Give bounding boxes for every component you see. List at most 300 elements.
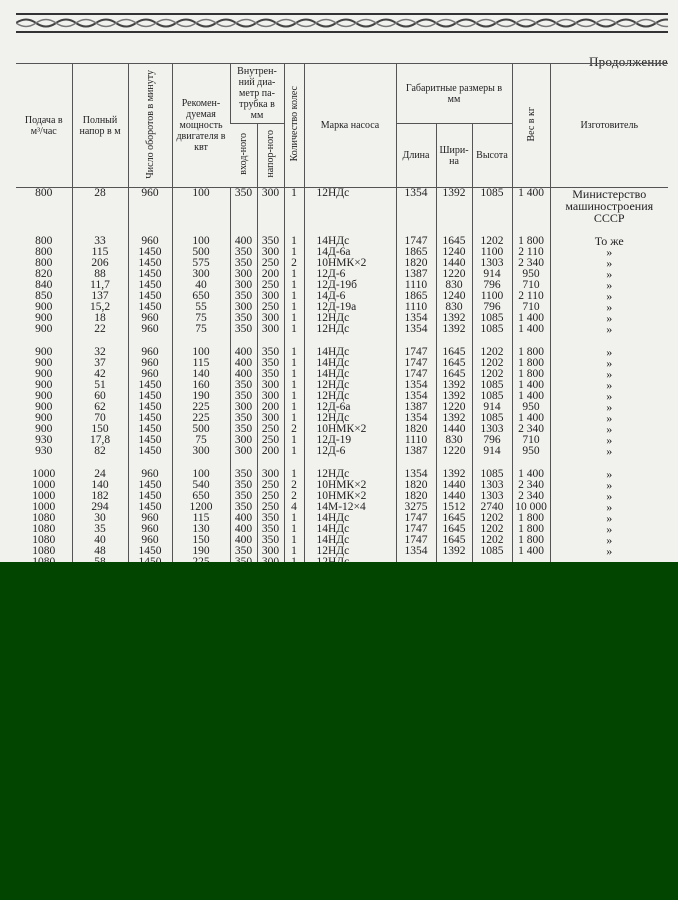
col-wheels-label: Количество колес xyxy=(288,86,300,162)
cell-weight: 1 400 xyxy=(512,313,550,324)
cell-weight: 710 xyxy=(512,302,550,313)
cell-length: 1354 xyxy=(396,391,436,402)
cell-flow: 900 xyxy=(35,412,53,424)
cell-maker: » xyxy=(550,469,668,480)
cell-inlet: 350 xyxy=(230,380,257,391)
cell-length: 3275 xyxy=(396,502,436,513)
cell-wheels: 1 xyxy=(284,524,304,535)
cell-brand: 12НДс xyxy=(304,413,396,424)
cell-weight: 710 xyxy=(512,280,550,291)
cell-flow: 900 xyxy=(35,301,53,313)
cell-weight: 2 340 xyxy=(512,258,550,269)
cell-width: 1440 xyxy=(436,491,472,502)
cell-width: 1645 xyxy=(436,347,472,358)
cell-head: 18 xyxy=(72,313,128,324)
cell-height: 796 xyxy=(472,435,512,446)
col-flow: Подача в м³/час xyxy=(16,64,72,188)
cell-rpm: 1450 xyxy=(128,480,172,491)
cell-brand: 14Д-6а xyxy=(304,247,396,258)
col-brand: Марка насоса xyxy=(304,64,396,188)
cell-height: 1085 xyxy=(472,469,512,480)
cell-weight: 2 110 xyxy=(512,291,550,302)
cell-rpm: 1450 xyxy=(128,258,172,269)
cell-rpm: 1450 xyxy=(128,247,172,258)
cell-width: 1392 xyxy=(436,324,472,335)
table-row xyxy=(16,324,668,335)
col-wheels xyxy=(284,64,304,188)
cell-inlet: 300 xyxy=(230,269,257,280)
cell-head: 115 xyxy=(72,247,128,258)
cell-wheels: 1 xyxy=(284,188,304,225)
cell-rpm: 960 xyxy=(128,513,172,524)
cell-flow: 900 xyxy=(35,401,53,413)
cell-rpm: 1450 xyxy=(128,391,172,402)
cell-wheels: 2 xyxy=(284,480,304,491)
cell-length: 1354 xyxy=(396,413,436,424)
cell-height: 1303 xyxy=(472,424,512,435)
cell-outlet: 300 xyxy=(257,380,284,391)
cell-height: 1085 xyxy=(472,188,512,225)
cell-height: 1202 xyxy=(472,236,512,247)
cell-power: 115 xyxy=(172,513,230,524)
cell-power: 1200 xyxy=(172,502,230,513)
cell-outlet: 350 xyxy=(257,513,284,524)
cell-flow: 930 xyxy=(35,434,53,446)
cell-length: 1387 xyxy=(396,402,436,413)
cell-brand: 14НДс xyxy=(304,369,396,380)
cell-wheels: 2 xyxy=(284,424,304,435)
cell-power: 100 xyxy=(172,469,230,480)
cell-width: 1440 xyxy=(436,480,472,491)
cell-rpm: 1450 xyxy=(128,380,172,391)
cell-inlet: 300 xyxy=(230,446,257,457)
cell-width: 1392 xyxy=(436,391,472,402)
cell-height: 1303 xyxy=(472,491,512,502)
cell-length: 1387 xyxy=(396,269,436,280)
cell-maker: » xyxy=(550,291,668,302)
col-outlet-label: напор-ного xyxy=(265,130,276,178)
cell-outlet: 250 xyxy=(257,435,284,446)
cell-head: 17,8 xyxy=(72,435,128,446)
cell-head: 88 xyxy=(72,269,128,280)
cell-head: 24 xyxy=(72,469,128,480)
cell-height: 914 xyxy=(472,402,512,413)
cell-head: 22 xyxy=(72,324,128,335)
cell-inlet: 300 xyxy=(230,435,257,446)
cell-power: 75 xyxy=(172,435,230,446)
cell-rpm: 1450 xyxy=(128,424,172,435)
cell-weight: 2 340 xyxy=(512,480,550,491)
cell-brand: 14Д-6 xyxy=(304,291,396,302)
cell-maker: » xyxy=(550,313,668,324)
cell-rpm: 960 xyxy=(128,313,172,324)
cell-weight: 1 400 xyxy=(512,469,550,480)
cell-outlet: 250 xyxy=(257,302,284,313)
cell-height: 2740 xyxy=(472,502,512,513)
cell-brand: 14НДс xyxy=(304,347,396,358)
cell-height: 1085 xyxy=(472,380,512,391)
cell-length: 1820 xyxy=(396,480,436,491)
cell-width: 1440 xyxy=(436,424,472,435)
cell-inlet: 350 xyxy=(230,491,257,502)
col-maker: Изготовитель xyxy=(550,64,668,188)
cell-flow: 900 xyxy=(35,423,53,435)
cell-maker: » xyxy=(550,491,668,502)
cell-outlet: 350 xyxy=(257,524,284,535)
col-power: Рекомен-дуемая мощность двигателя в квт xyxy=(172,64,230,188)
cell-power: 300 xyxy=(172,269,230,280)
cell-wheels: 2 xyxy=(284,491,304,502)
cell-flow: 800 xyxy=(35,246,53,258)
cell-brand: 14НДс xyxy=(304,358,396,369)
cell-head: 11,7 xyxy=(72,280,128,291)
cell-head: 40 xyxy=(72,535,128,546)
cell-height: 1100 xyxy=(472,291,512,302)
cell-rpm: 1450 xyxy=(128,546,172,557)
cell-weight: 950 xyxy=(512,269,550,280)
cell-maker: » xyxy=(550,380,668,391)
cell-width: 830 xyxy=(436,435,472,446)
cell-width: 1220 xyxy=(436,446,472,457)
cell-rpm: 960 xyxy=(128,188,172,225)
cell-inlet: 300 xyxy=(230,302,257,313)
table-row xyxy=(16,188,668,225)
cell-head: 30 xyxy=(72,513,128,524)
col-nozzle: Внутрен-ний диа-метр па-трубка в мм xyxy=(230,64,284,124)
cell-power: 150 xyxy=(172,535,230,546)
cell-rpm: 1450 xyxy=(128,291,172,302)
cell-inlet: 350 xyxy=(230,413,257,424)
cell-wheels: 1 xyxy=(284,269,304,280)
cell-head: 140 xyxy=(72,480,128,491)
cell-power: 100 xyxy=(172,236,230,247)
cell-wheels: 1 xyxy=(284,413,304,424)
cell-wheels: 1 xyxy=(284,247,304,258)
cell-maker: » xyxy=(550,280,668,291)
cell-weight: 1 400 xyxy=(512,413,550,424)
cell-brand: 14НДс xyxy=(304,513,396,524)
cell-maker: » xyxy=(550,524,668,535)
cell-head: 294 xyxy=(72,502,128,513)
cell-inlet: 350 xyxy=(230,469,257,480)
cell-wheels: 1 xyxy=(284,391,304,402)
cell-inlet: 400 xyxy=(230,347,257,358)
cell-flow: 840 xyxy=(35,279,53,291)
cell-height: 796 xyxy=(472,280,512,291)
cell-power: 500 xyxy=(172,424,230,435)
cell-maker: » xyxy=(550,413,668,424)
cell-wheels: 2 xyxy=(284,258,304,269)
cell-width: 1240 xyxy=(436,291,472,302)
cell-flow: 1080 xyxy=(32,534,56,546)
cell-power: 500 xyxy=(172,247,230,258)
cell-width: 1392 xyxy=(436,188,472,225)
cell-width: 1645 xyxy=(436,236,472,247)
col-rpm-label: Число оборотов в минуту xyxy=(144,69,156,179)
cell-maker: » xyxy=(550,402,668,413)
cell-inlet: 350 xyxy=(230,247,257,258)
cell-outlet: 200 xyxy=(257,269,284,280)
cell-wheels: 1 xyxy=(284,435,304,446)
cell-width: 1645 xyxy=(436,535,472,546)
table-body xyxy=(16,188,668,569)
cell-brand: 12Д-6 xyxy=(304,446,396,457)
cell-outlet: 300 xyxy=(257,291,284,302)
cell-inlet: 400 xyxy=(230,236,257,247)
cell-inlet: 350 xyxy=(230,188,257,225)
cell-weight: 1 800 xyxy=(512,513,550,524)
cell-inlet: 350 xyxy=(230,258,257,269)
cell-maker: » xyxy=(550,546,668,557)
col-inlet xyxy=(230,124,257,188)
cell-wheels: 1 xyxy=(284,446,304,457)
cell-weight: 1 800 xyxy=(512,347,550,358)
cell-inlet: 400 xyxy=(230,369,257,380)
cell-rpm: 1450 xyxy=(128,446,172,457)
cell-brand: 12Д-19 xyxy=(304,435,396,446)
cell-length: 1747 xyxy=(396,369,436,380)
cell-head: 32 xyxy=(72,347,128,358)
cell-rpm: 960 xyxy=(128,347,172,358)
cell-maker: » xyxy=(550,247,668,258)
cell-height: 1085 xyxy=(472,546,512,557)
cell-wheels: 1 xyxy=(284,380,304,391)
cell-flow: 1080 xyxy=(32,512,56,524)
cell-wheels: 1 xyxy=(284,280,304,291)
cell-height: 1085 xyxy=(472,324,512,335)
cell-outlet: 200 xyxy=(257,446,284,457)
cell-inlet: 350 xyxy=(230,324,257,335)
cell-height: 1100 xyxy=(472,247,512,258)
cell-brand: 12Д-6 xyxy=(304,269,396,280)
cell-head: 35 xyxy=(72,524,128,535)
cell-outlet: 250 xyxy=(257,258,284,269)
cell-outlet: 350 xyxy=(257,369,284,380)
cell-flow: 900 xyxy=(35,346,53,358)
cell-width: 1220 xyxy=(436,269,472,280)
cell-wheels: 1 xyxy=(284,513,304,524)
cell-height: 1303 xyxy=(472,258,512,269)
cell-flow: 900 xyxy=(35,323,53,335)
cell-head: 82 xyxy=(72,446,128,457)
table-header xyxy=(16,64,668,188)
cell-outlet: 300 xyxy=(257,188,284,225)
cell-width: 1645 xyxy=(436,358,472,369)
cell-outlet: 300 xyxy=(257,247,284,258)
cell-length: 1747 xyxy=(396,347,436,358)
cell-maker: » xyxy=(550,302,668,313)
cell-height: 914 xyxy=(472,269,512,280)
cell-weight: 1 400 xyxy=(512,188,550,225)
cell-maker: » xyxy=(550,369,668,380)
cell-flow: 1080 xyxy=(32,545,56,557)
cell-wheels: 1 xyxy=(284,291,304,302)
cell-brand: 10НМК×2 xyxy=(304,491,396,502)
cell-wheels: 1 xyxy=(284,324,304,335)
cell-maker: То же xyxy=(550,236,668,247)
cell-power: 575 xyxy=(172,258,230,269)
cell-power: 140 xyxy=(172,369,230,380)
cell-height: 1085 xyxy=(472,391,512,402)
cell-outlet: 350 xyxy=(257,236,284,247)
cell-power: 190 xyxy=(172,391,230,402)
cell-flow: 850 xyxy=(35,290,53,302)
cell-weight: 1 800 xyxy=(512,358,550,369)
table-row xyxy=(16,446,668,457)
cell-flow: 1000 xyxy=(32,468,56,480)
cell-power: 75 xyxy=(172,324,230,335)
cell-inlet: 400 xyxy=(230,535,257,546)
cell-height: 1202 xyxy=(472,513,512,524)
cell-brand: 12Д-19а xyxy=(304,302,396,313)
cell-brand: 10НМК×2 xyxy=(304,258,396,269)
cell-length: 1747 xyxy=(396,236,436,247)
pump-table xyxy=(16,63,668,568)
cell-flow: 1000 xyxy=(32,490,56,502)
cell-length: 1747 xyxy=(396,524,436,535)
cell-head: 182 xyxy=(72,491,128,502)
cell-head: 62 xyxy=(72,402,128,413)
cell-maker: Министерство машиностроения СССР xyxy=(550,188,668,225)
cell-wheels: 1 xyxy=(284,358,304,369)
cell-height: 1202 xyxy=(472,358,512,369)
cell-height: 914 xyxy=(472,446,512,457)
cell-inlet: 350 xyxy=(230,391,257,402)
cell-power: 55 xyxy=(172,302,230,313)
cell-head: 42 xyxy=(72,369,128,380)
cell-length: 1820 xyxy=(396,491,436,502)
cell-flow: 800 xyxy=(35,187,53,199)
continuation-label: Продолжение xyxy=(588,54,668,69)
cell-weight: 950 xyxy=(512,402,550,413)
cell-rpm: 1450 xyxy=(128,491,172,502)
cell-brand: 12НДс xyxy=(304,380,396,391)
cell-wheels: 1 xyxy=(284,369,304,380)
cell-height: 1303 xyxy=(472,480,512,491)
cell-outlet: 250 xyxy=(257,480,284,491)
cell-flow: 930 xyxy=(35,445,53,457)
cell-head: 48 xyxy=(72,546,128,557)
cell-weight: 1 800 xyxy=(512,524,550,535)
cell-brand: 10НМК×2 xyxy=(304,424,396,435)
cell-inlet: 400 xyxy=(230,513,257,524)
cell-width: 1240 xyxy=(436,247,472,258)
cell-height: 1085 xyxy=(472,313,512,324)
cell-outlet: 300 xyxy=(257,546,284,557)
cell-height: 1202 xyxy=(472,347,512,358)
cell-rpm: 1450 xyxy=(128,402,172,413)
cell-width: 1512 xyxy=(436,502,472,513)
col-length: Длина xyxy=(396,124,436,188)
cell-inlet: 300 xyxy=(230,402,257,413)
cell-outlet: 300 xyxy=(257,313,284,324)
cell-maker: » xyxy=(550,535,668,546)
cell-outlet: 250 xyxy=(257,280,284,291)
cell-rpm: 960 xyxy=(128,535,172,546)
cell-power: 225 xyxy=(172,402,230,413)
cell-brand: 12НДс xyxy=(304,313,396,324)
cell-inlet: 350 xyxy=(230,291,257,302)
cell-wheels: 1 xyxy=(284,347,304,358)
cell-outlet: 300 xyxy=(257,469,284,480)
cell-width: 1645 xyxy=(436,513,472,524)
cell-power: 190 xyxy=(172,546,230,557)
cell-maker: » xyxy=(550,424,668,435)
cell-head: 137 xyxy=(72,291,128,302)
cell-height: 1202 xyxy=(472,369,512,380)
cell-weight: 1 400 xyxy=(512,324,550,335)
cell-flow: 800 xyxy=(35,235,53,247)
cell-weight: 2 340 xyxy=(512,491,550,502)
cell-head: 51 xyxy=(72,380,128,391)
cell-length: 1110 xyxy=(396,302,436,313)
cell-length: 1354 xyxy=(396,469,436,480)
cell-brand: 14НДс xyxy=(304,535,396,546)
cell-power: 225 xyxy=(172,413,230,424)
cell-length: 1354 xyxy=(396,380,436,391)
cell-outlet: 350 xyxy=(257,358,284,369)
cell-weight: 1 800 xyxy=(512,535,550,546)
cell-power: 650 xyxy=(172,491,230,502)
cell-inlet: 300 xyxy=(230,280,257,291)
cell-rpm: 960 xyxy=(128,469,172,480)
cell-brand: 12Д-19б xyxy=(304,280,396,291)
cell-maker: » xyxy=(550,358,668,369)
cell-power: 115 xyxy=(172,358,230,369)
cell-height: 1202 xyxy=(472,524,512,535)
cell-power: 300 xyxy=(172,446,230,457)
cell-flow: 900 xyxy=(35,379,53,391)
cell-head: 60 xyxy=(72,391,128,402)
cell-wheels: 1 xyxy=(284,469,304,480)
cell-power: 540 xyxy=(172,480,230,491)
cell-weight: 2 340 xyxy=(512,424,550,435)
cell-power: 100 xyxy=(172,347,230,358)
cell-power: 100 xyxy=(172,188,230,225)
cell-brand: 12НДс xyxy=(304,391,396,402)
cell-width: 1392 xyxy=(436,413,472,424)
cell-power: 75 xyxy=(172,313,230,324)
col-dims: Габаритные размеры в мм xyxy=(396,64,512,124)
cell-maker: » xyxy=(550,324,668,335)
cell-length: 1820 xyxy=(396,424,436,435)
cell-flow: 1000 xyxy=(32,501,56,513)
cell-head: 37 xyxy=(72,358,128,369)
cell-width: 1645 xyxy=(436,524,472,535)
cell-maker: » xyxy=(550,502,668,513)
cell-length: 1354 xyxy=(396,546,436,557)
cell-length: 1820 xyxy=(396,258,436,269)
cell-wheels: 1 xyxy=(284,546,304,557)
cell-wheels: 1 xyxy=(284,313,304,324)
cell-outlet: 350 xyxy=(257,535,284,546)
cell-inlet: 400 xyxy=(230,358,257,369)
cell-rpm: 960 xyxy=(128,324,172,335)
cell-flow: 820 xyxy=(35,268,53,280)
cell-outlet: 250 xyxy=(257,491,284,502)
cell-width: 1440 xyxy=(436,258,472,269)
cell-maker: » xyxy=(550,435,668,446)
cell-weight: 2 110 xyxy=(512,247,550,258)
cell-height: 1202 xyxy=(472,535,512,546)
col-inlet-label: вход-ного xyxy=(237,133,249,175)
cell-wheels: 1 xyxy=(284,236,304,247)
cell-outlet: 200 xyxy=(257,402,284,413)
cell-weight: 1 400 xyxy=(512,546,550,557)
cell-maker: » xyxy=(550,347,668,358)
cell-rpm: 1450 xyxy=(128,269,172,280)
cell-brand: 14М-12×4 xyxy=(304,502,396,513)
